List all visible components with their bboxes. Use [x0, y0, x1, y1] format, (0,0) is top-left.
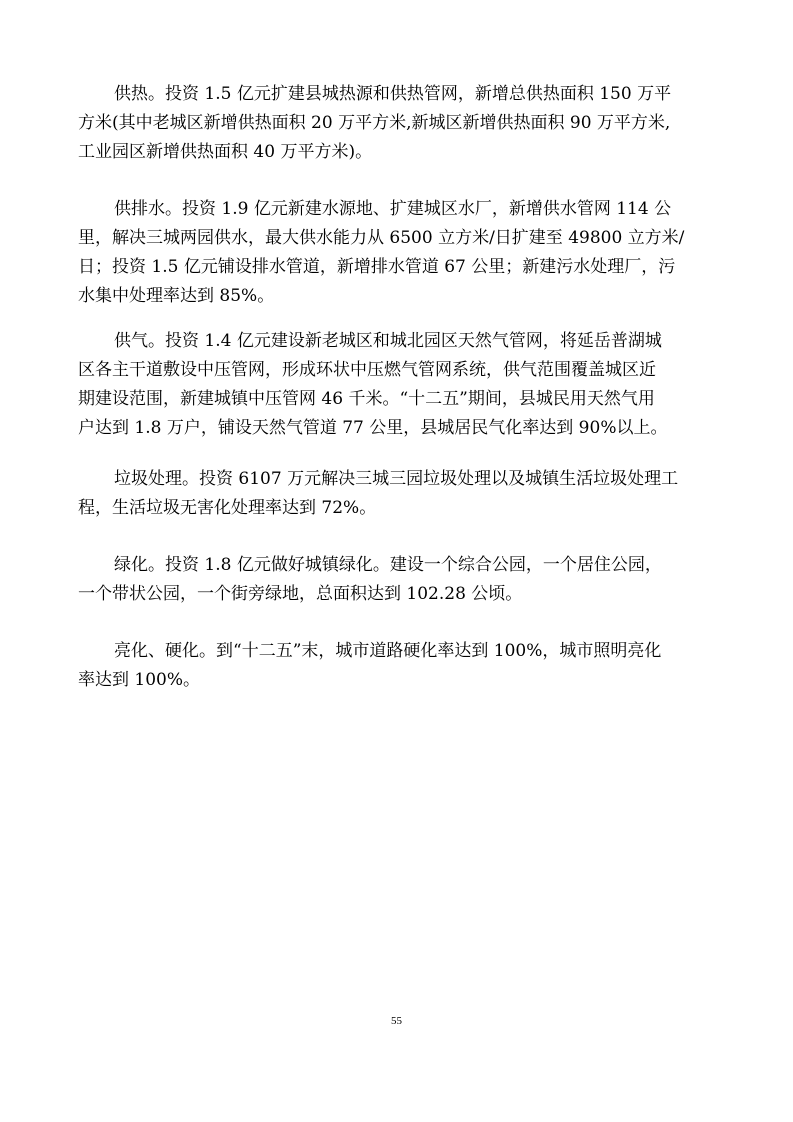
paragraph-line: 亮化、硬化。到“十二五”末，城市道路硬化率达到 100%，城市照明亮化: [114, 641, 662, 661]
page-number: 55: [391, 1015, 402, 1027]
paragraph-line: 供热。投资 1.5 亿元扩建县城热源和供热管网，新增总供热面积 150 万平: [114, 84, 672, 104]
paragraph-line: 区各主干道敷设中压管网，形成环状中压燃气管网系统，供气范围覆盖城区近: [78, 360, 656, 380]
paragraph-line: 方米(其中老城区新增供热面积 20 万平方米,新城区新增供热面积 90 万平方米,: [78, 113, 671, 133]
paragraph-waste-treatment: [78, 465, 726, 523]
paragraph-line: 户达到 1.8 万户，铺设天然气管道 77 公里，县城居民气化率达到 90%以上。: [78, 418, 668, 438]
paragraph-line: 期建设范围，新建城镇中压管网 46 千米。“十二五”期间，县城民用天然气用: [78, 389, 655, 409]
paragraph-line: 垃圾处理。投资 6107 万元解决三城三园垃圾处理以及城镇生活垃圾处理工: [114, 469, 679, 489]
paragraph-line: 供排水。投资 1.9 亿元新建水源地、扩建城区水厂，新增供水管网 114 公: [114, 199, 672, 219]
paragraph-greening: [78, 551, 726, 609]
paragraph-line: 绿化。投资 1.8 亿元做好城镇绿化。建设一个综合公园，一个居住公园，: [114, 555, 662, 575]
paragraph-line: 水集中处理率达到 85%。: [78, 286, 275, 306]
paragraph-line: 一个带状公园，一个街旁绿地，总面积达到 102.28 公顷。: [78, 584, 523, 604]
paragraph-line: 里，解决三城两园供水，最大供水能力从 6500 立方米/日扩建至 49800 立方米/: [78, 228, 685, 248]
paragraph-line: 供气。投资 1.4 亿元建设新老城区和城北园区天然气管网，将延岳普湖城: [114, 331, 662, 351]
paragraph-water-supply-drainage: [78, 195, 726, 311]
paragraph-heating: [78, 80, 726, 167]
paragraph-line: 日；投资 1.5 亿元铺设排水管道，新增排水管道 67 公里；新建污水处理厂，污: [78, 257, 676, 277]
paragraph-line: 率达到 100%。: [78, 670, 201, 690]
paragraph-lighting-paving: [78, 637, 726, 695]
paragraph-line: 工业园区新增供热面积 40 万平方米)。: [78, 142, 373, 162]
paragraph-gas-supply: [78, 327, 726, 443]
paragraph-line: 程，生活垃圾无害化处理率达到 72%。: [78, 498, 377, 518]
